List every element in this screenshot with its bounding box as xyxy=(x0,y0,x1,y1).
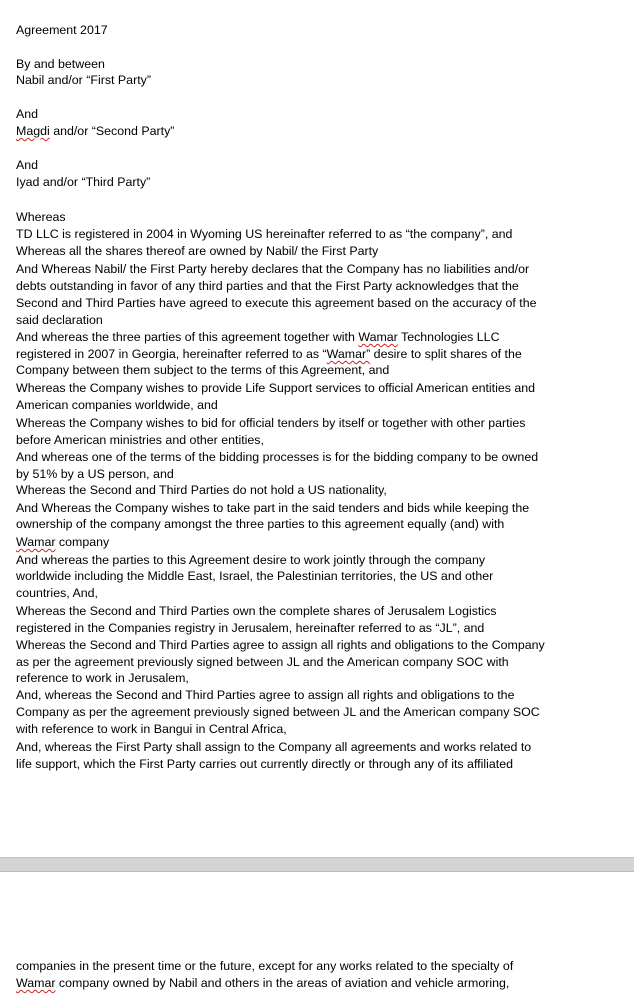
text-run: And Whereas the Company wishes to take part in the said tenders and bids while keeping the xyxy=(16,501,530,515)
text-run: Whereas the Second and Third Parties agree to assign all rights and obligations to the Company xyxy=(16,638,545,652)
text-line xyxy=(16,534,624,551)
text-line xyxy=(16,552,624,569)
misspelled-word[interactable]: Wamar” xyxy=(326,347,371,361)
misspelled-word[interactable]: Magdi xyxy=(16,124,50,138)
text-run: Whereas the Second and Third Parties own the complete shares of Jerusalem Logistics xyxy=(16,604,497,618)
text-run: And, whereas the First Party shall assign to the Company all agreements and works related to xyxy=(16,740,532,754)
text-line xyxy=(16,958,624,975)
misspelled-word[interactable]: Wamar xyxy=(358,330,398,344)
text-run: Nabil and/or “First Party” xyxy=(16,73,151,87)
text-line xyxy=(16,482,624,499)
text-run: and/or “Second Party” xyxy=(49,124,175,138)
text-line xyxy=(16,654,624,671)
text-run: company owned by Nabil and others in the areas of aviation and vehicle armoring, xyxy=(55,976,510,990)
text-line xyxy=(16,637,624,654)
text-line xyxy=(16,123,624,140)
text-line xyxy=(16,243,624,260)
text-line xyxy=(16,603,624,620)
text-run: desire to split shares of the xyxy=(370,347,522,361)
document-page-2[interactable] xyxy=(0,872,634,1004)
text-run: Whereas the Company wishes to provide Life Support services to official American entities and xyxy=(16,381,536,395)
text-line xyxy=(16,72,624,89)
text-run: countries, And, xyxy=(16,586,98,600)
text-run: reference to work in Jerusalem, xyxy=(16,671,189,685)
text-run: Company as per the agreement previously signed between JL and the American company SOC xyxy=(16,705,540,719)
text-run: And xyxy=(16,158,39,172)
text-run: And whereas the three parties of this agreement together with xyxy=(16,330,359,344)
text-line xyxy=(16,466,624,483)
text-run: before American ministries and other entities, xyxy=(16,433,264,447)
text-run: Agreement 2017 xyxy=(16,23,108,37)
text-line xyxy=(16,295,624,312)
text-line xyxy=(16,22,624,39)
text-line xyxy=(16,312,624,329)
text-line xyxy=(16,670,624,687)
text-line xyxy=(16,261,624,278)
text-run: Iyad and/or “Third Party” xyxy=(16,175,151,189)
text-run: Whereas xyxy=(16,210,66,224)
text-run: TD LLC is registered in 2004 in Wyoming US hereinafter referred to as “the company”, and xyxy=(16,227,513,241)
text-run: Company between them subject to the terms of this Agreement, and xyxy=(16,363,390,377)
text-run: company xyxy=(55,535,110,549)
text-run: ownership of the company amongst the three parties to this agreement equally (and) with xyxy=(16,517,505,531)
text-line xyxy=(16,516,624,533)
text-line xyxy=(16,568,624,585)
text-run: By and between xyxy=(16,57,105,71)
page-break-gap xyxy=(0,857,634,872)
text-line xyxy=(16,500,624,517)
text-line xyxy=(16,687,624,704)
text-line xyxy=(16,157,624,174)
text-line xyxy=(16,449,624,466)
text-run: And xyxy=(16,107,39,121)
text-line xyxy=(16,756,624,773)
text-run: And whereas one of the terms of the bidding processes is for the bidding company to be owned xyxy=(16,450,539,464)
text-line xyxy=(16,704,624,721)
text-run: And, whereas the Second and Third Parties agree to assign all rights and obligations to the xyxy=(16,688,515,702)
text-line xyxy=(16,106,624,123)
text-line xyxy=(16,380,624,397)
text-run: Whereas the Second and Third Parties do not hold a US nationality, xyxy=(16,483,387,497)
text-line xyxy=(16,329,624,346)
text-run: debts outstanding in favor of any third parties and that the First Party acknowledges that the xyxy=(16,279,519,293)
text-line xyxy=(16,56,624,73)
text-run: as per the agreement previously signed between JL and the American company SOC with xyxy=(16,655,509,669)
text-line xyxy=(16,346,624,363)
text-run: And Whereas Nabil/ the First Party hereby declares that the Company has no liabilities and/or xyxy=(16,262,530,276)
text-run: by 51% by a US person, and xyxy=(16,467,174,481)
text-run: registered in the Companies registry in Jerusalem, hereinafter referred to as “JL”, and xyxy=(16,621,485,635)
text-run: registered in 2007 in Georgia, hereinafter referred to as “ xyxy=(16,347,327,361)
text-line xyxy=(16,975,624,992)
text-line xyxy=(16,226,624,243)
text-line xyxy=(16,278,624,295)
text-line xyxy=(16,739,624,756)
text-line xyxy=(16,397,624,414)
text-line xyxy=(16,209,624,226)
text-run: worldwide including the Middle East, Israel, the Palestinian territories, the US and other xyxy=(16,569,494,583)
text-run: American companies worldwide, and xyxy=(16,398,218,412)
text-run: And whereas the parties to this Agreement desire to work jointly through the company xyxy=(16,553,486,567)
misspelled-word[interactable]: Wamar xyxy=(16,976,56,990)
text-line xyxy=(16,585,624,602)
misspelled-word[interactable]: Wamar xyxy=(16,535,56,549)
text-run: companies in the present time or the future, except for any works related to the specialty of xyxy=(16,959,514,973)
text-run: said declaration xyxy=(16,313,103,327)
text-line xyxy=(16,362,624,379)
text-line xyxy=(16,721,624,738)
text-line xyxy=(16,415,624,432)
text-run: Whereas all the shares thereof are owned by Nabil/ the First Party xyxy=(16,244,379,258)
text-line xyxy=(16,174,624,191)
text-line xyxy=(16,432,624,449)
text-run: Whereas the Company wishes to bid for official tenders by itself or together with other parties xyxy=(16,416,526,430)
text-run: Second and Third Parties have agreed to execute this agreement based on the accuracy of the xyxy=(16,296,537,310)
text-run: life support, which the First Party carries out currently directly or through any of its affiliated xyxy=(16,757,513,771)
text-run: Technologies LLC xyxy=(397,330,500,344)
text-line xyxy=(16,620,624,637)
text-run: with reference to work in Bangui in Central Africa, xyxy=(16,722,287,736)
